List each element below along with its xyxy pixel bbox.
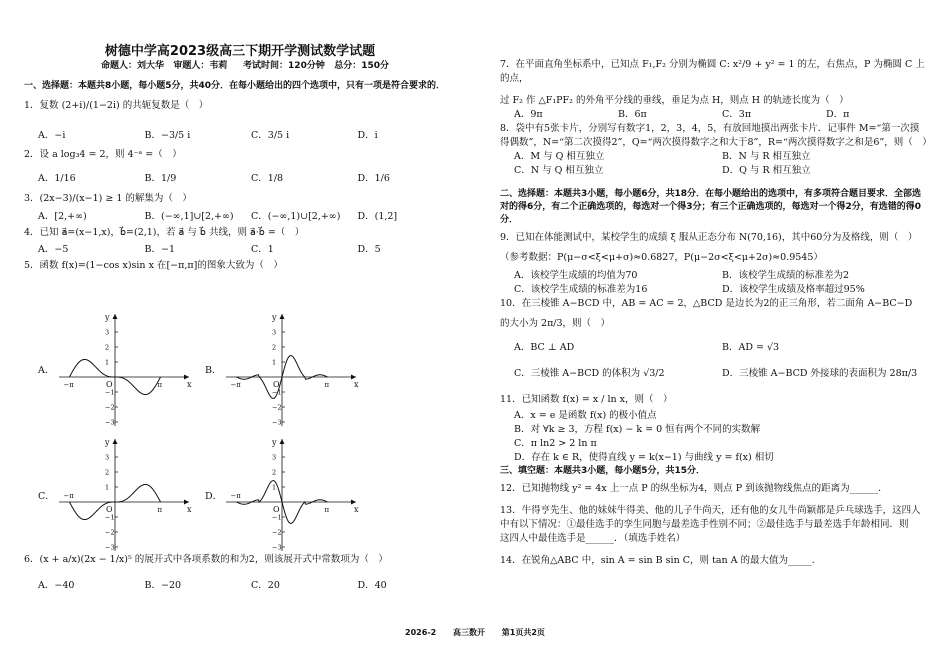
q8-option-a: A．M 与 Q 相互独立	[514, 151, 605, 162]
q9-option-a: A．该校学生成绩的均值为70	[514, 270, 638, 281]
q10-options-row2	[500, 367, 930, 381]
q3-option-a: A．[2,+∞)	[38, 211, 87, 222]
q2-options	[24, 172, 464, 186]
right-column	[500, 58, 930, 568]
neg-pi-label: −π	[63, 492, 74, 500]
q9-stem: 9．已知在体能测试中，某校学生的成绩 ξ 服从正态分布 N(70,16)，其中60分为及格线，则（ ）	[500, 232, 918, 243]
origin-label: O	[106, 380, 113, 389]
q14: 14．在锐角△ABC 中，sin A = sin B sin C，则 tan A 的最大值为_____．	[500, 555, 822, 566]
total-score: 总分：150分	[334, 61, 390, 71]
section2-heading: 二、选择题：本题共3小题，每小题6分，共18分．在每小题给出的选项中，有多项符合题目要求．全部选对的得6分，有二个正确选项的，每选对一个得3分；有三个正确选项的，每选对一个得2分，有选错的得0分．	[500, 189, 922, 225]
y-tick-label: 2	[272, 468, 277, 477]
x-label: x	[354, 380, 359, 389]
q5-label-b: B．	[205, 365, 222, 376]
author: 命题人：刘大华	[100, 61, 164, 71]
q13-line2: 中有以下情况：①最佳选手的孪生同胞与最差选手性别不同；②最佳选手与最差选手年龄相同．则	[500, 519, 909, 530]
origin-label: O	[106, 505, 113, 514]
q3-stem: 3．(2x−3)/(x−1) ≥ 1 的解集为（ ）	[24, 193, 192, 204]
q8-option-b: B．N 与 R 相互独立	[722, 151, 811, 162]
y-axis-arrow	[280, 314, 285, 319]
x-label: x	[187, 380, 192, 389]
reviewer: 审题人：韦莉	[173, 61, 228, 71]
left-column	[24, 80, 464, 273]
q1-stem: 1．复数 (2+i)/(1−2i) 的共轭复数是（ ）	[24, 100, 209, 111]
y-tick-label: −1	[105, 388, 115, 397]
q11-option-a: A．x = e 是函数 f(x) 的极小值点	[514, 410, 657, 421]
footer-date: 2026-2	[405, 628, 437, 637]
q10-stem: 10．在三棱锥 A−BCD 中，AB = AC = 2，△BCD 是边长为2的正三角形，若二面角 A−BC−D	[500, 298, 913, 309]
q2-stem: 2．设 a log₃4 = 2，则 4⁻ᵃ =（ ）	[24, 149, 182, 160]
y-tick-label: −1	[272, 388, 282, 397]
q10-option-a: A．BC ⊥ AD	[514, 342, 575, 353]
q7-stem2: 过 F₂ 作 △F₁PF₂ 的外角平分线的垂线，垂足为点 H，则点 H 的轨迹长度为（ ）	[500, 95, 849, 106]
q12: 12．已知抛物线 y² = 4x 上一点 P 的纵坐标为4，则点 P 到该抛物线焦点的距离为______．	[500, 483, 888, 494]
pi-label: π	[324, 381, 330, 389]
q7-option-a: A．9π	[514, 109, 543, 120]
q7-option-d: D．π	[826, 109, 850, 120]
q6-option-b: B．−20	[144, 580, 182, 591]
x-axis-arrow	[351, 500, 356, 505]
y-tick-label: −1	[105, 513, 115, 522]
exam-info	[80, 58, 410, 71]
q2-option-c: C．1/8	[251, 173, 284, 184]
q13-line1: 13．牛得亨先生、他的妹妹牛得美、他的儿子牛尚天，还有他的女儿牛尚颖都是乒乓球选手，这四人	[500, 505, 921, 516]
y-tick-label: −1	[272, 513, 282, 522]
y-label: y	[105, 313, 110, 322]
graph-c	[55, 435, 195, 553]
q5-label-a: A．	[38, 365, 55, 376]
q3-options	[24, 210, 464, 224]
q10-option-c: C．三棱锥 A−BCD 的体积为 √3/2	[514, 368, 665, 379]
pi-label: π	[157, 381, 163, 389]
q9-options-row2	[500, 283, 930, 297]
q8-stem: 8．袋中有5张卡片，分别写有数字1，2，3，4，5，有放回地摸出两张卡片．记事件 M=“第一次摸	[500, 123, 920, 134]
q1-option-b: B．−3/5 i	[144, 130, 191, 141]
y-tick-label: −2	[105, 403, 115, 412]
q9-options-row1	[500, 269, 930, 283]
y-tick-label: 1	[105, 358, 110, 367]
q4-option-a: A．−5	[38, 244, 69, 255]
q8-option-d: D．Q 与 R 相互独立	[722, 165, 811, 176]
y-axis-arrow	[280, 439, 285, 444]
pi-label: π	[157, 506, 163, 514]
q5-stem: 5．函数 f(x)=(1−cos x)sin x 在[−π,π]的图象大致为（ ）	[24, 260, 283, 271]
q11-option-b: B．对 ∀k ≥ 3，方程 f(x) − k = 0 恒有两个不同的实数解	[514, 424, 761, 435]
q4-stem: 4．已知 a⃗=(x−1,x)，b⃗=(2,1)，若 a⃗ 与 b⃗ 共线，则 a⃗·b⃗ =（ ）	[24, 227, 305, 238]
q8-options-row1	[500, 150, 930, 164]
q7-stem: 7．在平面直角坐标系中，已知点 F₁,F₂ 分别为椭圆 C: x²/9 + y² = 1 的左，右焦点，P 为椭圆 C 上的点，	[500, 59, 925, 84]
q11-option-d: D．存在 k ∈ R，使得直线 y = k(x−1) 与曲线 y = f(x) 相切	[514, 452, 774, 463]
q9-option-b: B．该校学生成绩的标准差为2	[722, 270, 850, 281]
q7-options	[500, 108, 930, 122]
y-tick-label: −3	[105, 543, 115, 552]
q1-option-c: C．3/5 i	[251, 130, 290, 141]
q4-option-b: B．−1	[144, 244, 175, 255]
y-tick-label: 3	[272, 328, 277, 337]
y-tick-label: 3	[105, 328, 110, 337]
q2-option-d: D．1/6	[357, 173, 390, 184]
y-axis-arrow	[113, 314, 118, 319]
q10-options-row1	[500, 341, 930, 355]
q3-option-b: B．(−∞,1]∪[2,+∞)	[144, 211, 234, 222]
q8-option-c: C．N 与 Q 相互独立	[514, 165, 604, 176]
y-tick-label: −3	[272, 418, 282, 427]
y-tick-label: 2	[105, 468, 110, 477]
section3-heading: 三、填空题：本题共3小题，每小题5分，共15分．	[500, 466, 706, 476]
footer-page: 第1页共2页	[501, 628, 545, 637]
y-tick-label: −2	[272, 403, 282, 412]
y-tick-label: −2	[272, 528, 282, 537]
q2-option-a: A．1/16	[38, 173, 76, 184]
neg-pi-label: −π	[230, 492, 241, 500]
y-tick-label: −3	[272, 543, 282, 552]
q6-block	[24, 553, 464, 593]
y-tick-label: 2	[272, 343, 277, 352]
y-tick-label: 3	[105, 453, 110, 462]
graph-b	[222, 310, 362, 428]
exam-time: 考试时间：120分钟	[243, 61, 325, 71]
q1-option-a: A．−i	[38, 130, 66, 141]
footer-grade: 高三数开	[453, 628, 485, 637]
q1-option-d: D．i	[357, 130, 378, 141]
q4-option-d: D．5	[357, 244, 381, 255]
y-tick-label: −2	[105, 528, 115, 537]
q8-options-row2	[500, 164, 930, 178]
q2-option-b: B．1/9	[144, 173, 177, 184]
y-tick-label: 1	[272, 483, 277, 492]
q7-option-b: B．6π	[618, 109, 647, 120]
q11-option-c: C．π ln2 > 2 ln π	[514, 438, 597, 449]
q4-option-c: C．1	[251, 244, 274, 255]
q10-option-d: D．三棱锥 A−BCD 外接球的表面积为 28π/3	[722, 368, 918, 379]
q4-options	[24, 243, 464, 257]
page-footer	[0, 627, 950, 638]
q10-option-b: B．AD = √3	[722, 342, 780, 353]
q5-label-d: D．	[205, 491, 223, 502]
q11-stem: 11．已知函数 f(x) = x / ln x，则（ ）	[500, 394, 673, 405]
q6-stem: 6．(x + a/x)(2x − 1/x)⁵ 的展开式中各项系数的和为2，则该展开式中常数项为（ ）	[24, 554, 388, 565]
x-label: x	[354, 505, 359, 514]
y-label: y	[272, 438, 277, 447]
section1-heading: 一、选择题：本题共8小题，每小题5分，共40分．在每小题给出的四个选项中，只有一项是符合要求的．	[24, 81, 446, 91]
q6-option-c: C．20	[251, 580, 280, 591]
y-tick-label: 1	[105, 483, 110, 492]
neg-pi-label: −π	[63, 381, 74, 389]
y-label: y	[272, 313, 277, 322]
q9-option-d: D．该校学生成绩及格率超过95%	[722, 284, 865, 295]
exam-title: 树德中学高2023级高三下期开学测试数学试题	[104, 44, 376, 59]
y-tick-label: 1	[272, 358, 277, 367]
origin-label: O	[273, 505, 280, 514]
q9-ref: （参考数据：P(μ−σ<ξ<μ+σ)≈0.6827，P(μ−2σ<ξ<μ+2σ)≈0.9545）	[500, 252, 823, 263]
q7-option-c: C．3π	[722, 109, 752, 120]
y-tick-label: −3	[105, 418, 115, 427]
neg-pi-label: −π	[230, 381, 241, 389]
x-axis-arrow	[184, 500, 189, 505]
q3-option-d: D．(1,2]	[357, 211, 398, 222]
y-label: y	[105, 438, 110, 447]
q1-options	[24, 129, 464, 143]
q9-option-c: C．该校学生成绩的标准差为16	[514, 284, 648, 295]
x-label: x	[187, 505, 192, 514]
graph-a	[55, 310, 195, 428]
q5-label-c: C．	[38, 491, 55, 502]
pi-label: π	[324, 506, 330, 514]
y-tick-label: 2	[105, 343, 110, 352]
q10-stem2: 的大小为 2π/3，则（ ）	[500, 318, 611, 329]
x-axis-arrow	[351, 375, 356, 380]
q8-stem2: 得偶数”，N=“第二次摸得2”，Q=“两次摸得数字之和大于8”，R=“两次摸得数字之和是6”，则（ ）	[500, 137, 932, 148]
q6-option-a: A．−40	[38, 580, 75, 591]
q6-option-d: D．40	[357, 580, 387, 591]
x-axis-arrow	[184, 375, 189, 380]
q13-line3: 这四人中最佳选手是______．（填选手姓名）	[500, 533, 686, 544]
q6-options	[24, 579, 464, 593]
q3-option-c: C．(−∞,1)∪[2,+∞)	[251, 211, 341, 222]
y-tick-label: 3	[272, 453, 277, 462]
graph-d	[222, 435, 362, 553]
y-axis-arrow	[113, 439, 118, 444]
origin-label: O	[273, 380, 280, 389]
